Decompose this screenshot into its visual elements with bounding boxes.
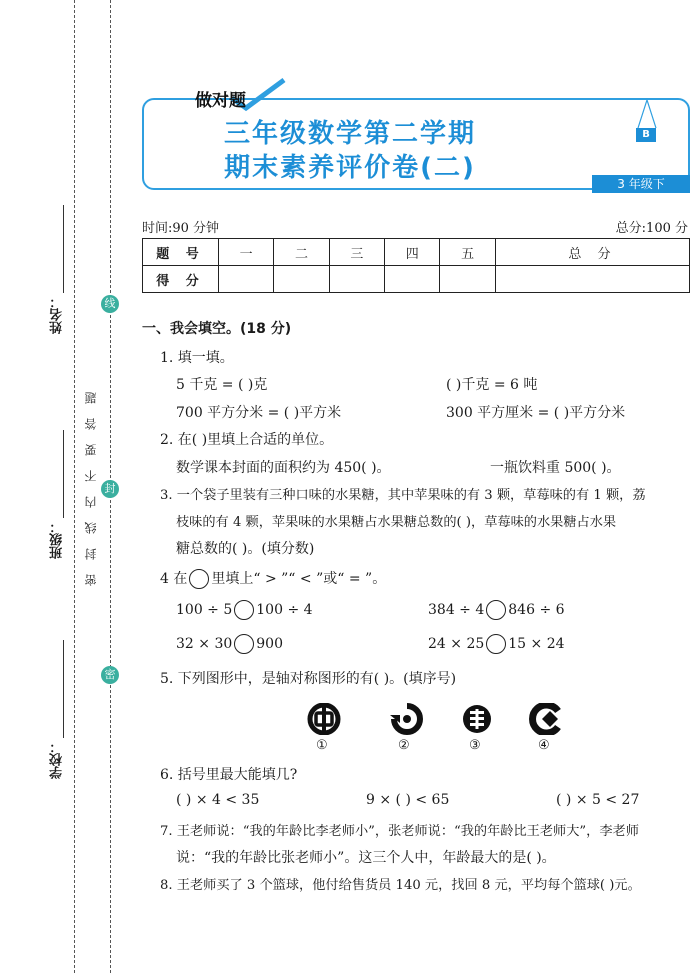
question-6: 6. 括号里最大能填几?	[160, 767, 298, 783]
question-1d: 300 平方厘米 = ( )平方分米	[446, 405, 626, 421]
score-input-cell[interactable]	[219, 266, 274, 293]
compare-circle-icon	[189, 569, 209, 589]
table-cell: 二	[274, 239, 329, 266]
symbol-number: ④	[538, 738, 550, 753]
page-title-line2: 期末素养评价卷(二)	[224, 153, 476, 183]
page-title-line1: 三年级数学第二学期	[223, 119, 476, 149]
question-1: 1. 填一填。	[160, 350, 234, 366]
score-input-cell[interactable]	[329, 266, 384, 293]
score-table-header-row	[143, 239, 690, 266]
question-4	[160, 568, 386, 589]
compare-circle-input[interactable]	[486, 634, 506, 654]
question-3-line1: 3. 一个袋子里装有三种口味的水果糖，其中苹果味的有 3 颗，草莓味的有 1 颗，荔	[160, 488, 646, 503]
compare-right: 846 ÷ 6	[508, 602, 565, 618]
badge-hanger-icon	[636, 98, 658, 130]
symbol-number: ②	[398, 738, 410, 753]
question-6b: 9 × ( ) < 65	[366, 792, 450, 808]
score-input-cell[interactable]	[385, 266, 440, 293]
question-6c: ( ) × 5 < 27	[556, 792, 640, 808]
question-2b: 一瓶饮料重 500( )。	[490, 460, 621, 476]
exam-time: 时间:90 分钟	[142, 221, 220, 236]
name-label: 姓名：	[50, 295, 65, 334]
version-badge: B	[636, 128, 656, 142]
icbc-style-logo-icon	[458, 703, 496, 735]
question-7-line1: 7. 王老师说：“我的年龄比李老师小”，张老师说：“我的年龄比王老师大”，李老师	[160, 824, 639, 839]
binding-warning-text: 密封线内不要答题	[84, 378, 98, 586]
question-7-line2: 说：“我的年龄比张老师小”。这三个人中，年龄最大的是( )。	[176, 850, 556, 866]
name-underline	[63, 205, 64, 293]
question-8: 8. 王老师买了 3 个篮球，他付给售货员 140 元，找回 8 元，平均每个篮球( )元。	[160, 878, 641, 893]
school-label: 学校：	[50, 740, 65, 779]
compare-left: 384 ÷ 4	[428, 602, 485, 618]
compare-item	[176, 634, 283, 654]
question-2a: 数学课本封面的面积约为 450( )。	[176, 460, 391, 476]
question-1a: 5 千克 = ( )克	[176, 377, 268, 393]
class-underline	[63, 430, 64, 518]
class-label: 班级：	[50, 520, 65, 559]
ccb-style-logo-icon	[528, 703, 566, 735]
compare-left: 24 × 25	[428, 636, 485, 652]
brand-logo: 做对题	[195, 91, 246, 111]
table-cell: 总 分	[495, 239, 689, 266]
question-3-line2: 枝味的有 4 颗，苹果味的水果糖占水果糖总数的( )，草莓味的水果糖占水果	[176, 515, 617, 530]
question-1b: ( )千克 = 6 吨	[446, 377, 538, 393]
bank-logo-swirl-icon	[388, 703, 426, 735]
school-underline	[63, 640, 64, 738]
question-5: 5. 下列图形中，是轴对称图形的有( )。(填序号)	[160, 671, 457, 687]
score-table	[142, 238, 690, 293]
question-6a: ( ) × 4 < 35	[176, 792, 260, 808]
grade-tag: 3 年级下	[592, 175, 690, 193]
compare-item	[428, 634, 565, 654]
compare-circle-input[interactable]	[486, 600, 506, 620]
compare-right: 100 ÷ 4	[256, 602, 313, 618]
table-cell: 得 分	[143, 266, 219, 293]
symbol-number: ①	[316, 738, 328, 753]
compare-circle-input[interactable]	[234, 600, 254, 620]
table-cell: 五	[440, 239, 495, 266]
table-cell: 一	[219, 239, 274, 266]
question-1c: 700 平方分米 = ( )平方米	[176, 405, 342, 421]
compare-left: 32 × 30	[176, 636, 233, 652]
symbol-number: ③	[469, 738, 481, 753]
score-table-score-row	[143, 266, 690, 293]
section-title: 一、我会填空。(18 分)	[142, 321, 292, 337]
question-2: 2. 在( )里填上合适的单位。	[160, 432, 334, 448]
bank-of-china-logo-icon	[305, 703, 343, 735]
compare-item	[176, 600, 313, 620]
score-input-cell[interactable]	[495, 266, 689, 293]
compare-right: 900	[256, 636, 283, 652]
exam-total-score: 总分:100 分	[615, 221, 688, 236]
score-input-cell[interactable]	[274, 266, 329, 293]
question-3-line3: 糖总数的( )。(填分数)	[176, 541, 315, 557]
compare-right: 15 × 24	[508, 636, 565, 652]
table-cell: 三	[329, 239, 384, 266]
score-input-cell[interactable]	[440, 266, 495, 293]
table-cell: 题 号	[143, 239, 219, 266]
seal-mark-secret: 密	[101, 666, 119, 684]
seal-mark-seal: 封	[101, 480, 119, 498]
question-4-prefix: 4 在	[160, 571, 188, 587]
compare-left: 100 ÷ 5	[176, 602, 233, 618]
seal-mark-line: 线	[101, 295, 119, 313]
question-4-suffix: 里填上“ > ”“ < ”或“ = ”。	[211, 571, 387, 587]
table-cell: 四	[385, 239, 440, 266]
compare-circle-input[interactable]	[234, 634, 254, 654]
compare-item	[428, 600, 565, 620]
